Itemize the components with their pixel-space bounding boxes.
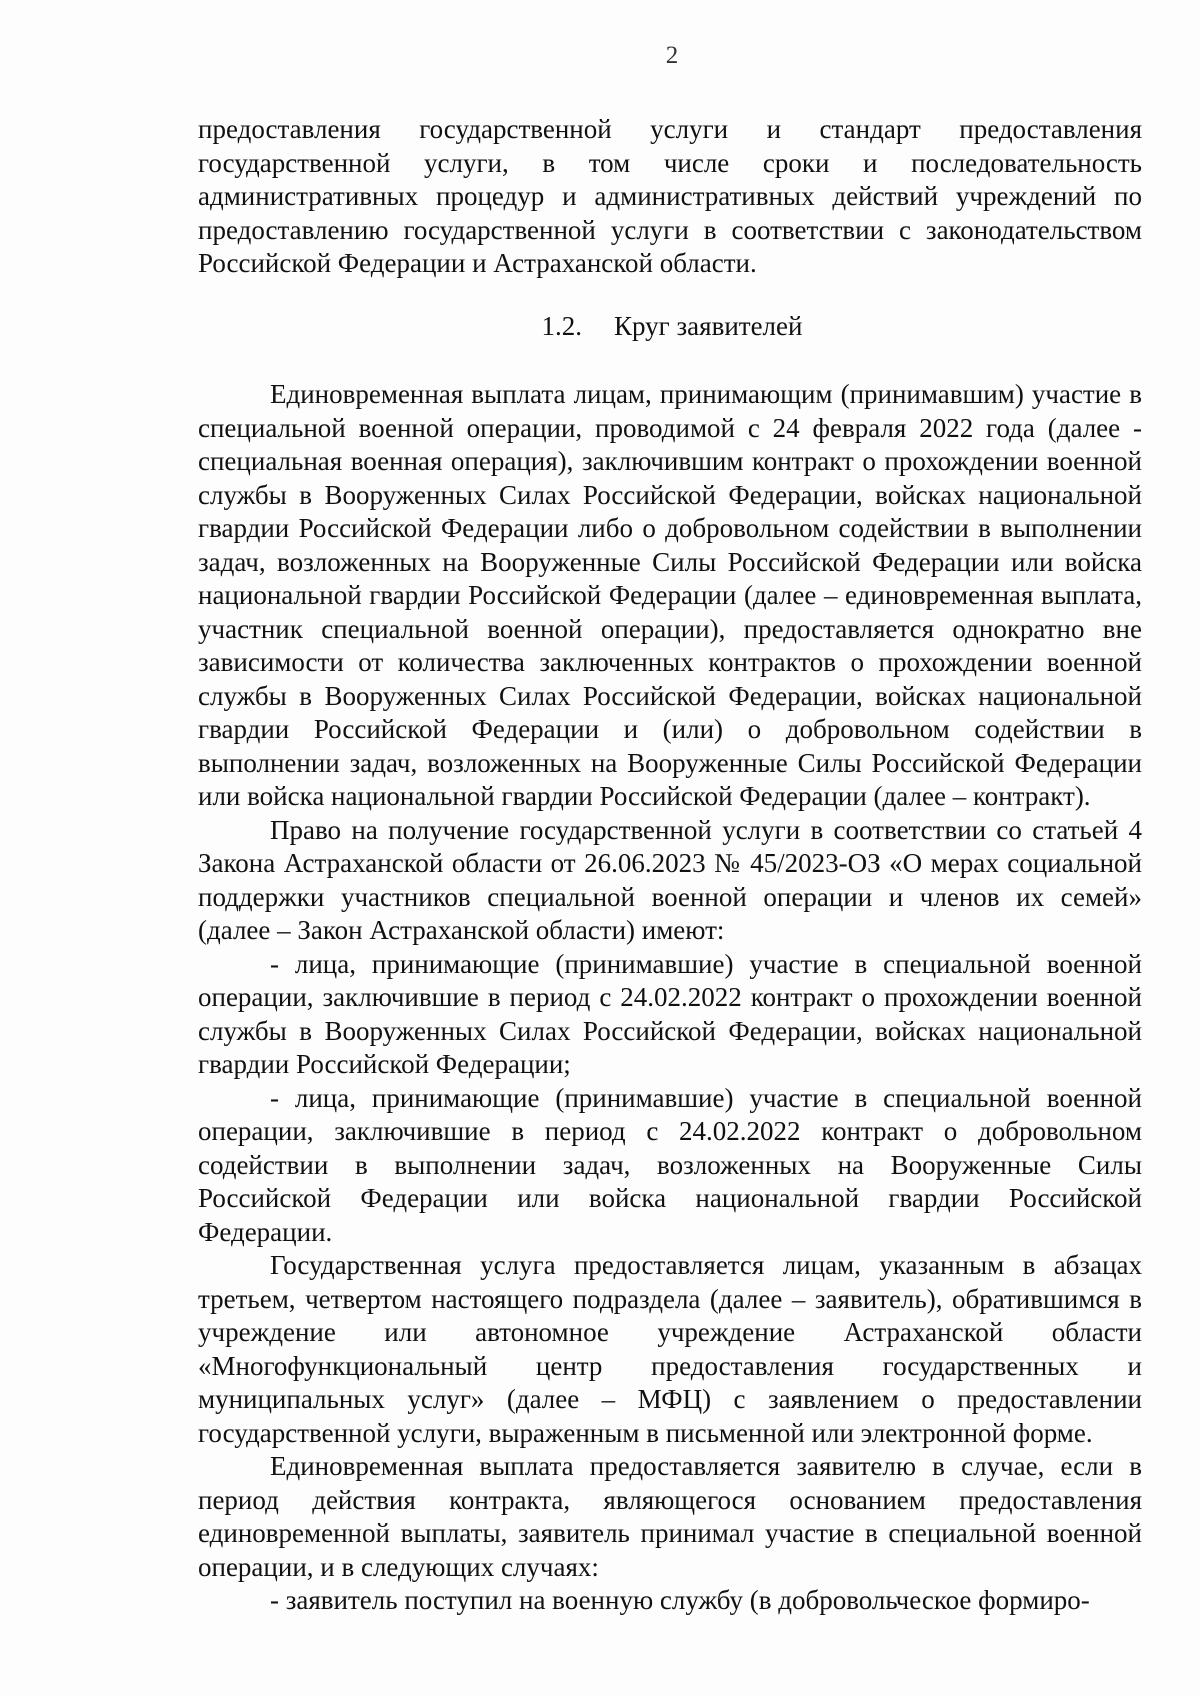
intro-paragraph: предоставления государственной услуги и стандарт предоставления государственной услуги, в том числе сроки и последовательность административных процедур и административных действий учреждений по предоставлению государственной услуги в соответствии с законодательством Российской Федерации и Астраханской области. — [198, 114, 1142, 278]
body-text — [198, 378, 1142, 1618]
paragraph: Единовременная выплата предоставляется заявителю в случае, если в период действия контракта, являющегося основанием предоставления единовременной выплаты, заявитель принимал участие в специальной военной операции, и в следующих случаях: — [198, 1451, 1142, 1582]
truncated-last-line: - заявитель поступил на военную службу (в добровольческое формиро- — [270, 1585, 1090, 1615]
paragraph: Государственная услуга предоставляется лицам, указанным в абзацах третьем, четвертом настоящего подраздела (далее – заявитель), обратившимся в учреждение или автономное учреждение Астраханской области «Многофункциональный центр предоставления государственных и муниципальных услуг» (далее – МФЦ) с заявлением о предоставлении государственной услуги, выраженным в письменной или электронной форме. — [198, 1250, 1142, 1448]
section-title: Круг заявителей — [614, 311, 803, 341]
section-heading — [0, 310, 1200, 343]
page-number: 2 — [665, 42, 679, 69]
paragraph: Единовременная выплата лицам, принимающим (принимавшим) участие в специальной военной операции, проводимой с 24 февраля 2022 года (далее - специальная военная операция), заключившим контракт о прохождении военной службы в Вооруженных Силах Российской Федерации, войсках национальной гвардии Российской Федерации либо о добровольном содействии в выполнении задач, возложенных на Вооруженные Силы Российской Федерации или войска национальной гвардии Российской Федерации (далее – единовременная выплата, участник специальной военной операции), предоставляется однократно вне зависимости от количества заключенных контрактов о прохождении военной службы в Вооруженных Силах Российской Федерации, войсках национальной гвардии Российской Федерации и (или) о добровольном содействии в выполнении задач, возложенных на Вооруженные Силы Российской Федерации или войска национальной гвардии Российской Федерации (далее – контракт). — [198, 379, 1142, 811]
paragraph: - лица, принимающие (принимавшие) участие в специальной военной операции, заключившие в период с 24.02.2022 контракт о добровольном содействии в выполнении задач, возложенных на Вооруженные Силы Российской Федерации или войска национальной гвардии Российской Федерации. — [198, 1082, 1142, 1247]
paragraph: Право на получение государственной услуги в соответствии со статьей 4 Закона Астраханской области от 26.06.2023 № 45/2023-ОЗ «О мерах социальной поддержки участников специальной военной операции и членов их семей» (далее – Закон Астраханской области) имеют: — [198, 814, 1142, 945]
section-number: 1.2. — [541, 311, 583, 341]
paragraph: - лица, принимающие (принимавшие) участие в специальной военной операции, заключившие в период с 24.02.2022 контракт о прохождении военной службы в Вооруженных Силах Российской Федерации, войсках национальной гвардии Российской Федерации; — [198, 948, 1142, 1079]
intro-block — [198, 113, 1142, 281]
